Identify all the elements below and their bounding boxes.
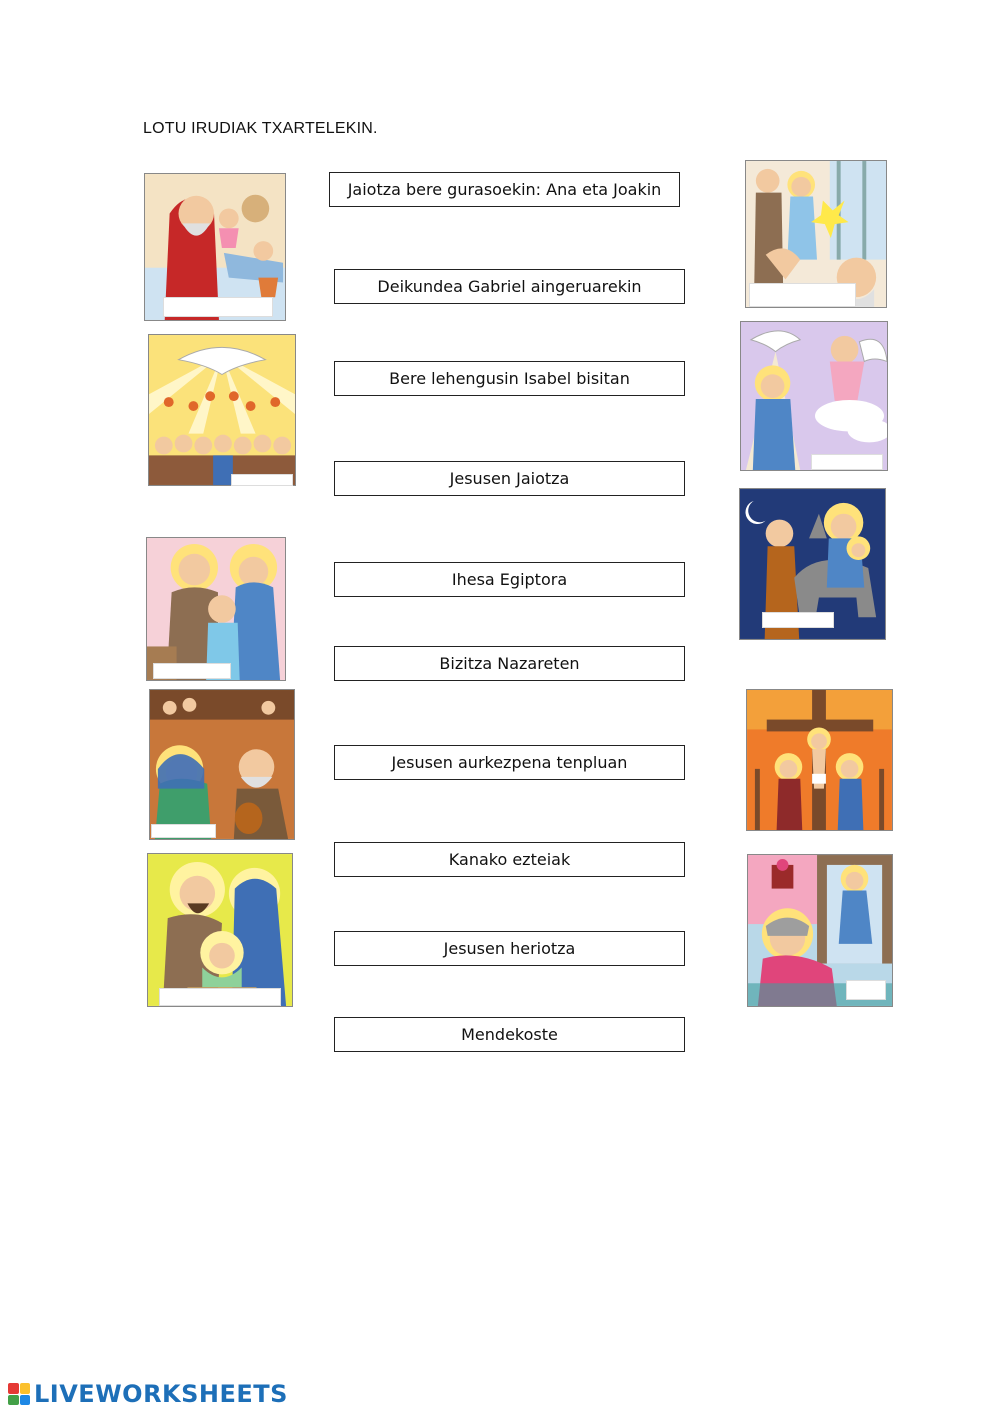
label-card-1[interactable]: Jaiotza bere gurasoekin: Ana eta Joakin: [329, 172, 680, 207]
logo-square-blue: [20, 1395, 31, 1406]
answer-box-left-5[interactable]: [159, 988, 281, 1006]
answer-box-right-2[interactable]: [811, 454, 883, 470]
label-card-3[interactable]: Bere lehengusin Isabel bisitan: [334, 361, 685, 396]
answer-box-left-2[interactable]: [231, 474, 293, 486]
worksheet-title: LOTU IRUDIAK TXARTELEKIN.: [143, 120, 378, 137]
crucifixion-illustration: [747, 690, 892, 830]
logo-square-red: [8, 1383, 19, 1394]
logo-square-green: [8, 1395, 19, 1406]
picture-pentecost: [148, 334, 296, 486]
answer-box-left-1[interactable]: [163, 297, 273, 317]
pentecost-illustration: [149, 335, 295, 485]
label-card-6[interactable]: Bizitza Nazareten: [334, 646, 685, 681]
answer-box-right-1[interactable]: [749, 283, 856, 307]
label-card-4[interactable]: Jesusen Jaiotza: [334, 461, 685, 496]
label-card-10[interactable]: Mendekoste: [334, 1017, 685, 1052]
footer-brand: [8, 1380, 288, 1408]
picture-wedding-cana: [149, 689, 295, 840]
answer-box-right-5[interactable]: [846, 980, 886, 1000]
answer-box-left-4[interactable]: [151, 824, 216, 838]
picture-holy-family: [146, 537, 286, 681]
wedding-at-cana-illustration: [150, 690, 294, 839]
picture-nativity: [147, 853, 293, 1007]
label-card-8[interactable]: Kanako ezteiak: [334, 842, 685, 877]
logo-square-yellow: [20, 1383, 31, 1394]
liveworksheets-logo-icon: [8, 1383, 30, 1405]
brand-name: LIVEWORKSHEETS: [34, 1380, 288, 1408]
answer-box-right-3[interactable]: [762, 612, 834, 628]
annunciation-illustration: [741, 322, 887, 470]
nativity-illustration: [148, 854, 292, 1006]
picture-annunciation: [740, 321, 888, 471]
holy-family-nazareth-illustration: [147, 538, 285, 680]
picture-crucifixion: [746, 689, 893, 831]
answer-box-left-3[interactable]: [153, 663, 231, 679]
label-card-9[interactable]: Jesusen heriotza: [334, 931, 685, 966]
label-card-5[interactable]: Ihesa Egiptora: [334, 562, 685, 597]
label-card-7[interactable]: Jesusen aurkezpena tenpluan: [334, 745, 685, 780]
label-card-2[interactable]: Deikundea Gabriel aingeruarekin: [334, 269, 685, 304]
